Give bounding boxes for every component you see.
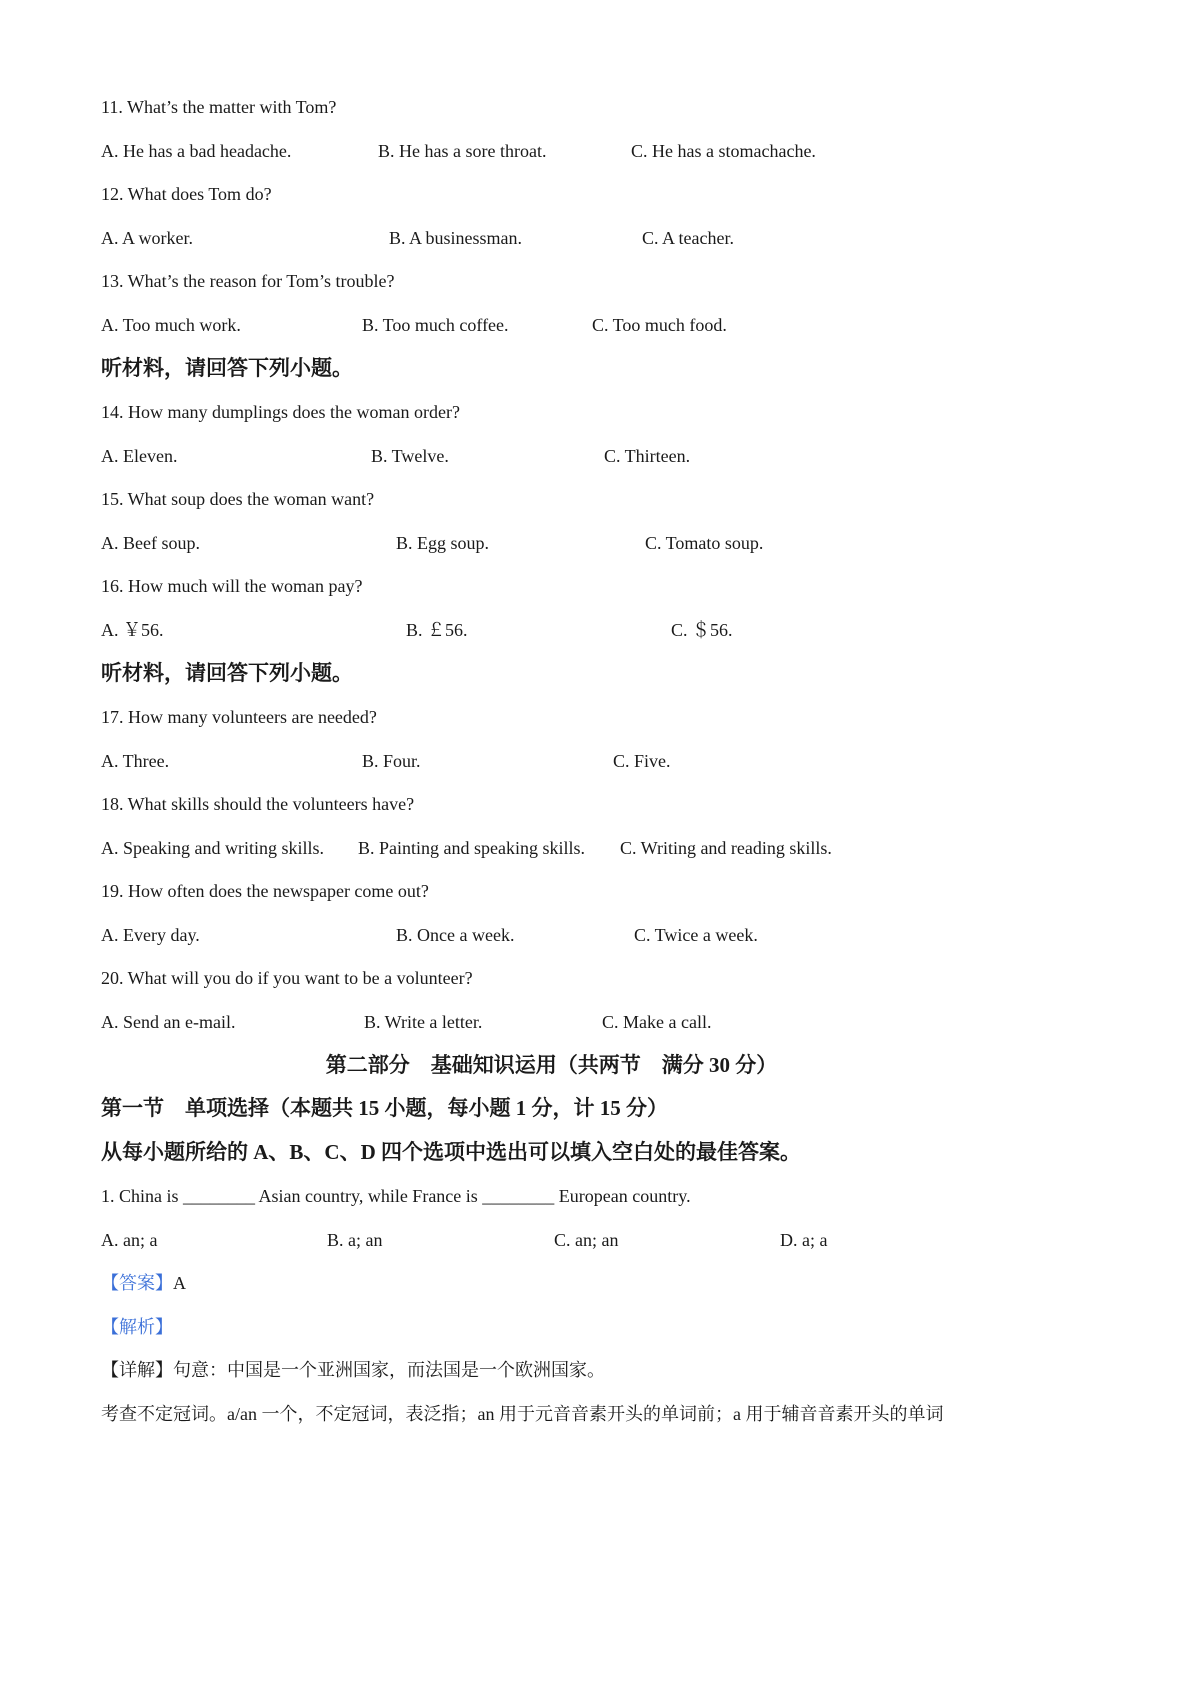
g1-option-a: A. an; a: [101, 1230, 158, 1250]
q18-option-b: B. Painting and speaking skills.: [358, 838, 585, 858]
q11-option-a: A. He has a bad headache.: [101, 141, 292, 161]
q14-option-c: C. Thirteen.: [604, 446, 691, 466]
q11-option-b: B. He has a sore throat.: [378, 141, 547, 161]
q19-option-a: A. Every day.: [101, 925, 200, 945]
q16-option-b: B. ￡56.: [406, 620, 468, 640]
question-20: 20. What will you do if you want to be a volunteer?: [101, 968, 473, 988]
analysis-tag: 【解析】: [101, 1317, 173, 1337]
q18-option-c: C. Writing and reading skills.: [620, 838, 832, 858]
question-17: 17. How many volunteers are needed?: [101, 707, 377, 727]
q17-option-c: C. Five.: [613, 751, 671, 771]
q11-option-c: C. He has a stomachache.: [631, 141, 816, 161]
q19-option-c: C. Twice a week.: [634, 925, 758, 945]
detail-line: [101, 1358, 605, 1382]
detail-tag: 【详解】: [101, 1360, 173, 1380]
question-13: 13. What’s the reason for Tom’s trouble?: [101, 271, 395, 291]
q20-option-b: B. Write a letter.: [364, 1012, 483, 1032]
q14-option-a: A. Eleven.: [101, 446, 178, 466]
listening-instruction: 听材料，请回答下列小题。: [101, 661, 353, 685]
q14-option-b: B. Twelve.: [371, 446, 449, 466]
q13-option-a: A. Too much work.: [101, 315, 241, 335]
g1-option-d: D. a; a: [780, 1230, 828, 1250]
detail-text: 句意：中国是一个亚洲国家，而法国是一个欧洲国家。: [173, 1360, 605, 1380]
explanation-text: 考查不定冠词。a/an 一个，不定冠词，表泛指；an 用于元音音素开头的单词前；a 用于辅音音素开头的单词: [101, 1404, 944, 1424]
q12-option-a: A. A worker.: [101, 228, 193, 248]
q15-option-a: A. Beef soup.: [101, 533, 200, 553]
question-15: 15. What soup does the woman want?: [101, 489, 375, 509]
q15-option-c: C. Tomato soup.: [645, 533, 764, 553]
q12-option-c: C. A teacher.: [642, 228, 734, 248]
question-11: 11. What’s the matter with Tom?: [101, 97, 337, 117]
q16-option-a: A. ￥56.: [101, 620, 164, 640]
section-title: 第一节 单项选择（本题共 15 小题，每小题 1 分，计 15 分）: [101, 1096, 668, 1120]
g1-option-c: C. an; an: [554, 1230, 619, 1250]
answer-tag: 【答案】: [101, 1273, 173, 1293]
question-14: 14. How many dumplings does the woman order?: [101, 402, 460, 422]
q20-option-c: C. Make a call.: [602, 1012, 712, 1032]
question-12: 12. What does Tom do?: [101, 184, 272, 204]
question-16: 16. How much will the woman pay?: [101, 576, 363, 596]
question-19: 19. How often does the newspaper come out?: [101, 881, 429, 901]
answer-line: [101, 1271, 186, 1295]
q12-option-b: B. A businessman.: [389, 228, 523, 248]
listening-instruction: 听材料，请回答下列小题。: [101, 356, 353, 380]
q17-option-a: A. Three.: [101, 751, 170, 771]
q20-option-a: A. Send an e-mail.: [101, 1012, 236, 1032]
q13-option-b: B. Too much coffee.: [362, 315, 509, 335]
analysis-line: [101, 1315, 173, 1339]
q16-option-c: C. ＄56.: [671, 620, 733, 640]
g1-option-b: B. a; an: [327, 1230, 383, 1250]
section-instruction: 从每小题所给的 A、B、C、D 四个选项中选出可以填入空白处的最佳答案。: [101, 1140, 802, 1164]
answer-value: A: [173, 1273, 186, 1293]
q17-option-b: B. Four.: [362, 751, 421, 771]
q15-option-b: B. Egg soup.: [396, 533, 490, 553]
part-title: 第二部分 基础知识运用（共两节 满分 30 分）: [325, 1053, 778, 1077]
q19-option-b: B. Once a week.: [396, 925, 515, 945]
grammar-question-1: 1. China is ________ Asian country, while France is ________ European country.: [101, 1186, 691, 1206]
q18-option-a: A. Speaking and writing skills.: [101, 838, 324, 858]
q13-option-c: C. Too much food.: [592, 315, 727, 335]
question-18: 18. What skills should the volunteers have?: [101, 794, 415, 814]
